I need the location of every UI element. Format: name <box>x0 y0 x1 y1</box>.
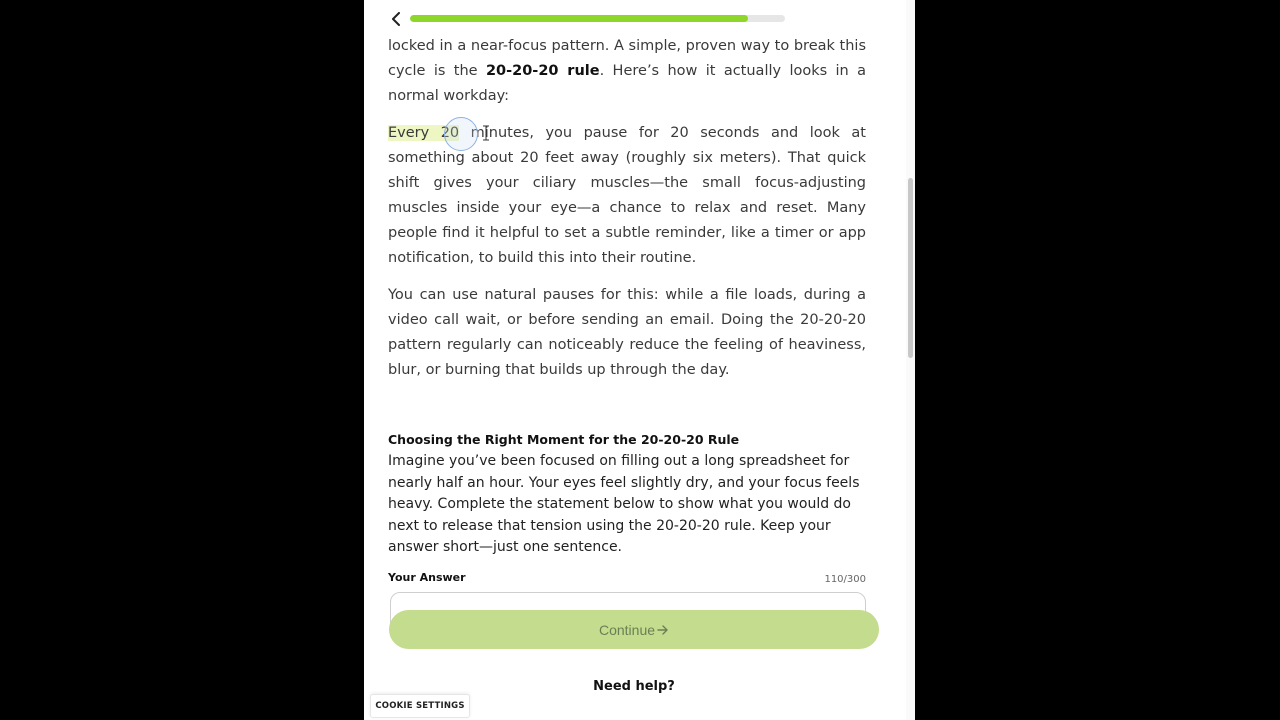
paragraph-text: minutes, you pause for 20 seconds and look at something about 20 feet away (roughly six meters). That quick shift gives your ciliary muscles—the small focus-adjusting muscles inside your eye—a chance to relax and reset. Many people find it helpful to set a subtle reminder, like a timer or app notification, to build this into their routine. <box>388 125 866 266</box>
exercise-title: Choosing the Right Moment for the 20-20-20 Rule <box>388 432 740 447</box>
continue-label: Continue <box>598 621 656 638</box>
scrollbar[interactable] <box>906 0 915 720</box>
continue-button[interactable] <box>389 610 879 649</box>
progress-fill <box>410 15 748 22</box>
arrow-right-icon <box>657 625 669 635</box>
article-paragraph-3: You can use natural pauses for this: while a file loads, during a video call wait, or before sending an email. Doing the 20-20-20 pattern regularly can noticeably reduce the feeling of heaviness, blur, or burning that builds up through the day. <box>388 287 866 378</box>
need-help-link[interactable]: Need help? <box>593 679 675 694</box>
back-button[interactable] <box>386 9 406 29</box>
article-content <box>388 34 866 383</box>
exercise-section <box>388 432 866 559</box>
scrollbar-thumb[interactable] <box>908 178 913 358</box>
tap-indicator <box>444 117 478 151</box>
chevron-left-icon <box>390 12 402 26</box>
rule-name-bold: 20-20-20 rule <box>485 63 600 79</box>
cookie-settings-button[interactable]: COOKIE SETTINGS <box>370 694 470 718</box>
text-cursor-icon <box>482 125 490 141</box>
answer-label: Your Answer <box>388 571 466 584</box>
character-count: 110/300 <box>824 574 866 585</box>
highlighted-text[interactable]: Every 20 <box>388 125 460 141</box>
exercise-prompt: Imagine you’ve been focused on filling out a long spreadsheet for nearly half an hour. Your eyes feel slightly dry, and your focus feels heavy. Complete the statement below to show what you would do next to release that tension using the 20-20-20 rule. Keep your answer short—just one sentence. <box>388 453 860 556</box>
article-paragraph-1 <box>388 34 866 109</box>
lesson-screen <box>364 0 915 720</box>
answer-header <box>388 571 866 587</box>
progress-bar <box>410 15 785 22</box>
paragraph-text: . Here’s how it actually looks in a normal workday: <box>388 63 866 104</box>
top-bar <box>364 0 915 36</box>
paragraph-text: locked in a near-focus pattern. A simple, proven way to break this cycle is the <box>388 38 866 79</box>
